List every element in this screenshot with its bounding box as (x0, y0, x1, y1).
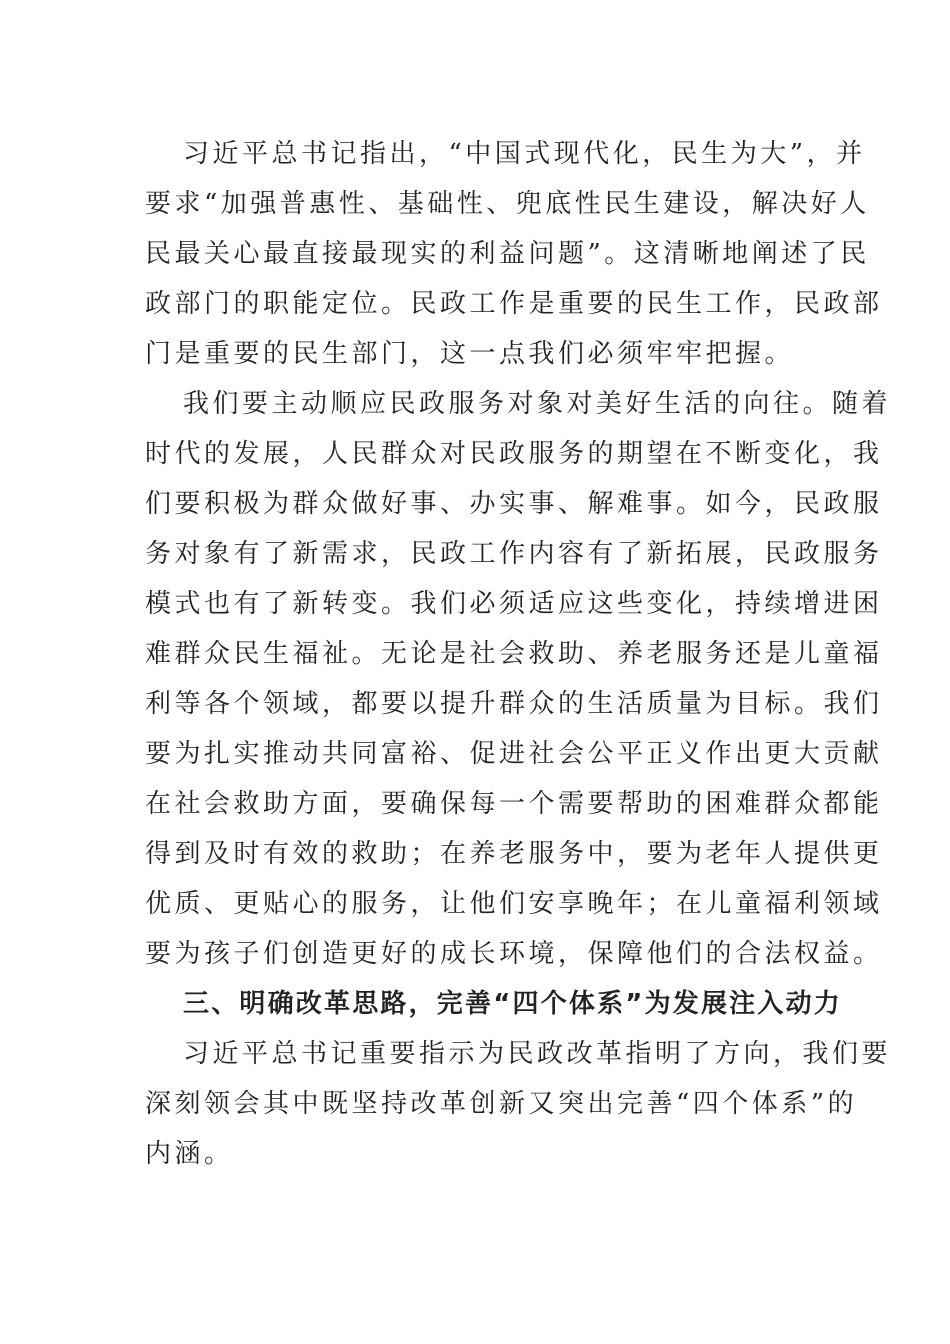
paragraph-2-line-9: 在社会救助方面，要确保每一个需要帮助的困难群众都能 (145, 789, 883, 819)
paragraph-1-line-4: 政部门的职能定位。民政工作是重要的民生工作，民政部 (145, 289, 883, 319)
paragraph-2-line-7: 利等各个领域，都要以提升群众的生活质量为目标。我们 (145, 689, 883, 719)
paragraph-1-line-5: 门是重要的民生部门，这一点我们必须牢牢把握。 (145, 339, 795, 369)
paragraph-1-line-1: 习近平总书记指出，“中国式现代化，民生为大”，并 (183, 139, 866, 169)
paragraph-2-line-5: 模式也有了新转变。我们必须适应这些变化，持续增进困 (145, 589, 883, 619)
paragraph-2-line-2: 时代的发展，人民群众对民政服务的期望在不断变化，我 (145, 439, 883, 469)
paragraph-2-line-4: 务对象有了新需求，民政工作内容有了新拓展，民政服务 (145, 539, 883, 569)
paragraph-2-line-12: 要为孩子们创造更好的成长环境，保障他们的合法权益。 (145, 939, 883, 969)
paragraph-2-line-6: 难群众民生福祉。无论是社会救助、养老服务还是儿童福 (145, 639, 883, 669)
paragraph-2-line-10: 得到及时有效的救助；在养老服务中，要为老年人提供更 (145, 839, 883, 869)
section-heading: 三、明确改革思路，完善“四个体系”为发展注入动力 (183, 989, 842, 1019)
paragraph-2-line-11: 优质、更贴心的服务，让他们安享晚年；在儿童福利领域 (145, 889, 883, 919)
paragraph-2-line-3: 们要积极为群众做好事、办实事、解难事。如今，民政服 (145, 489, 883, 519)
paragraph-3-line-3: 内涵。 (145, 1139, 234, 1169)
paragraph-3-line-1: 习近平总书记重要指示为民政改革指明了方向，我们要 (183, 1039, 892, 1069)
paragraph-3-line-2: 深刻领会其中既坚持改革创新又突出完善“四个体系”的 (145, 1089, 858, 1119)
paragraph-2-line-1: 我们要主动顺应民政服务对象对美好生活的向往。随着 (183, 389, 892, 419)
paragraph-2-line-8: 要为扎实推动共同富裕、促进社会公平正义作出更大贡献 (145, 739, 883, 769)
paragraph-1-line-2: 要求“加强普惠性、基础性、兜底性民生建设，解决好人 (145, 189, 870, 219)
paragraph-1-line-3: 民最关心最直接最现实的利益问题”。这清晰地阐述了民 (145, 239, 870, 269)
